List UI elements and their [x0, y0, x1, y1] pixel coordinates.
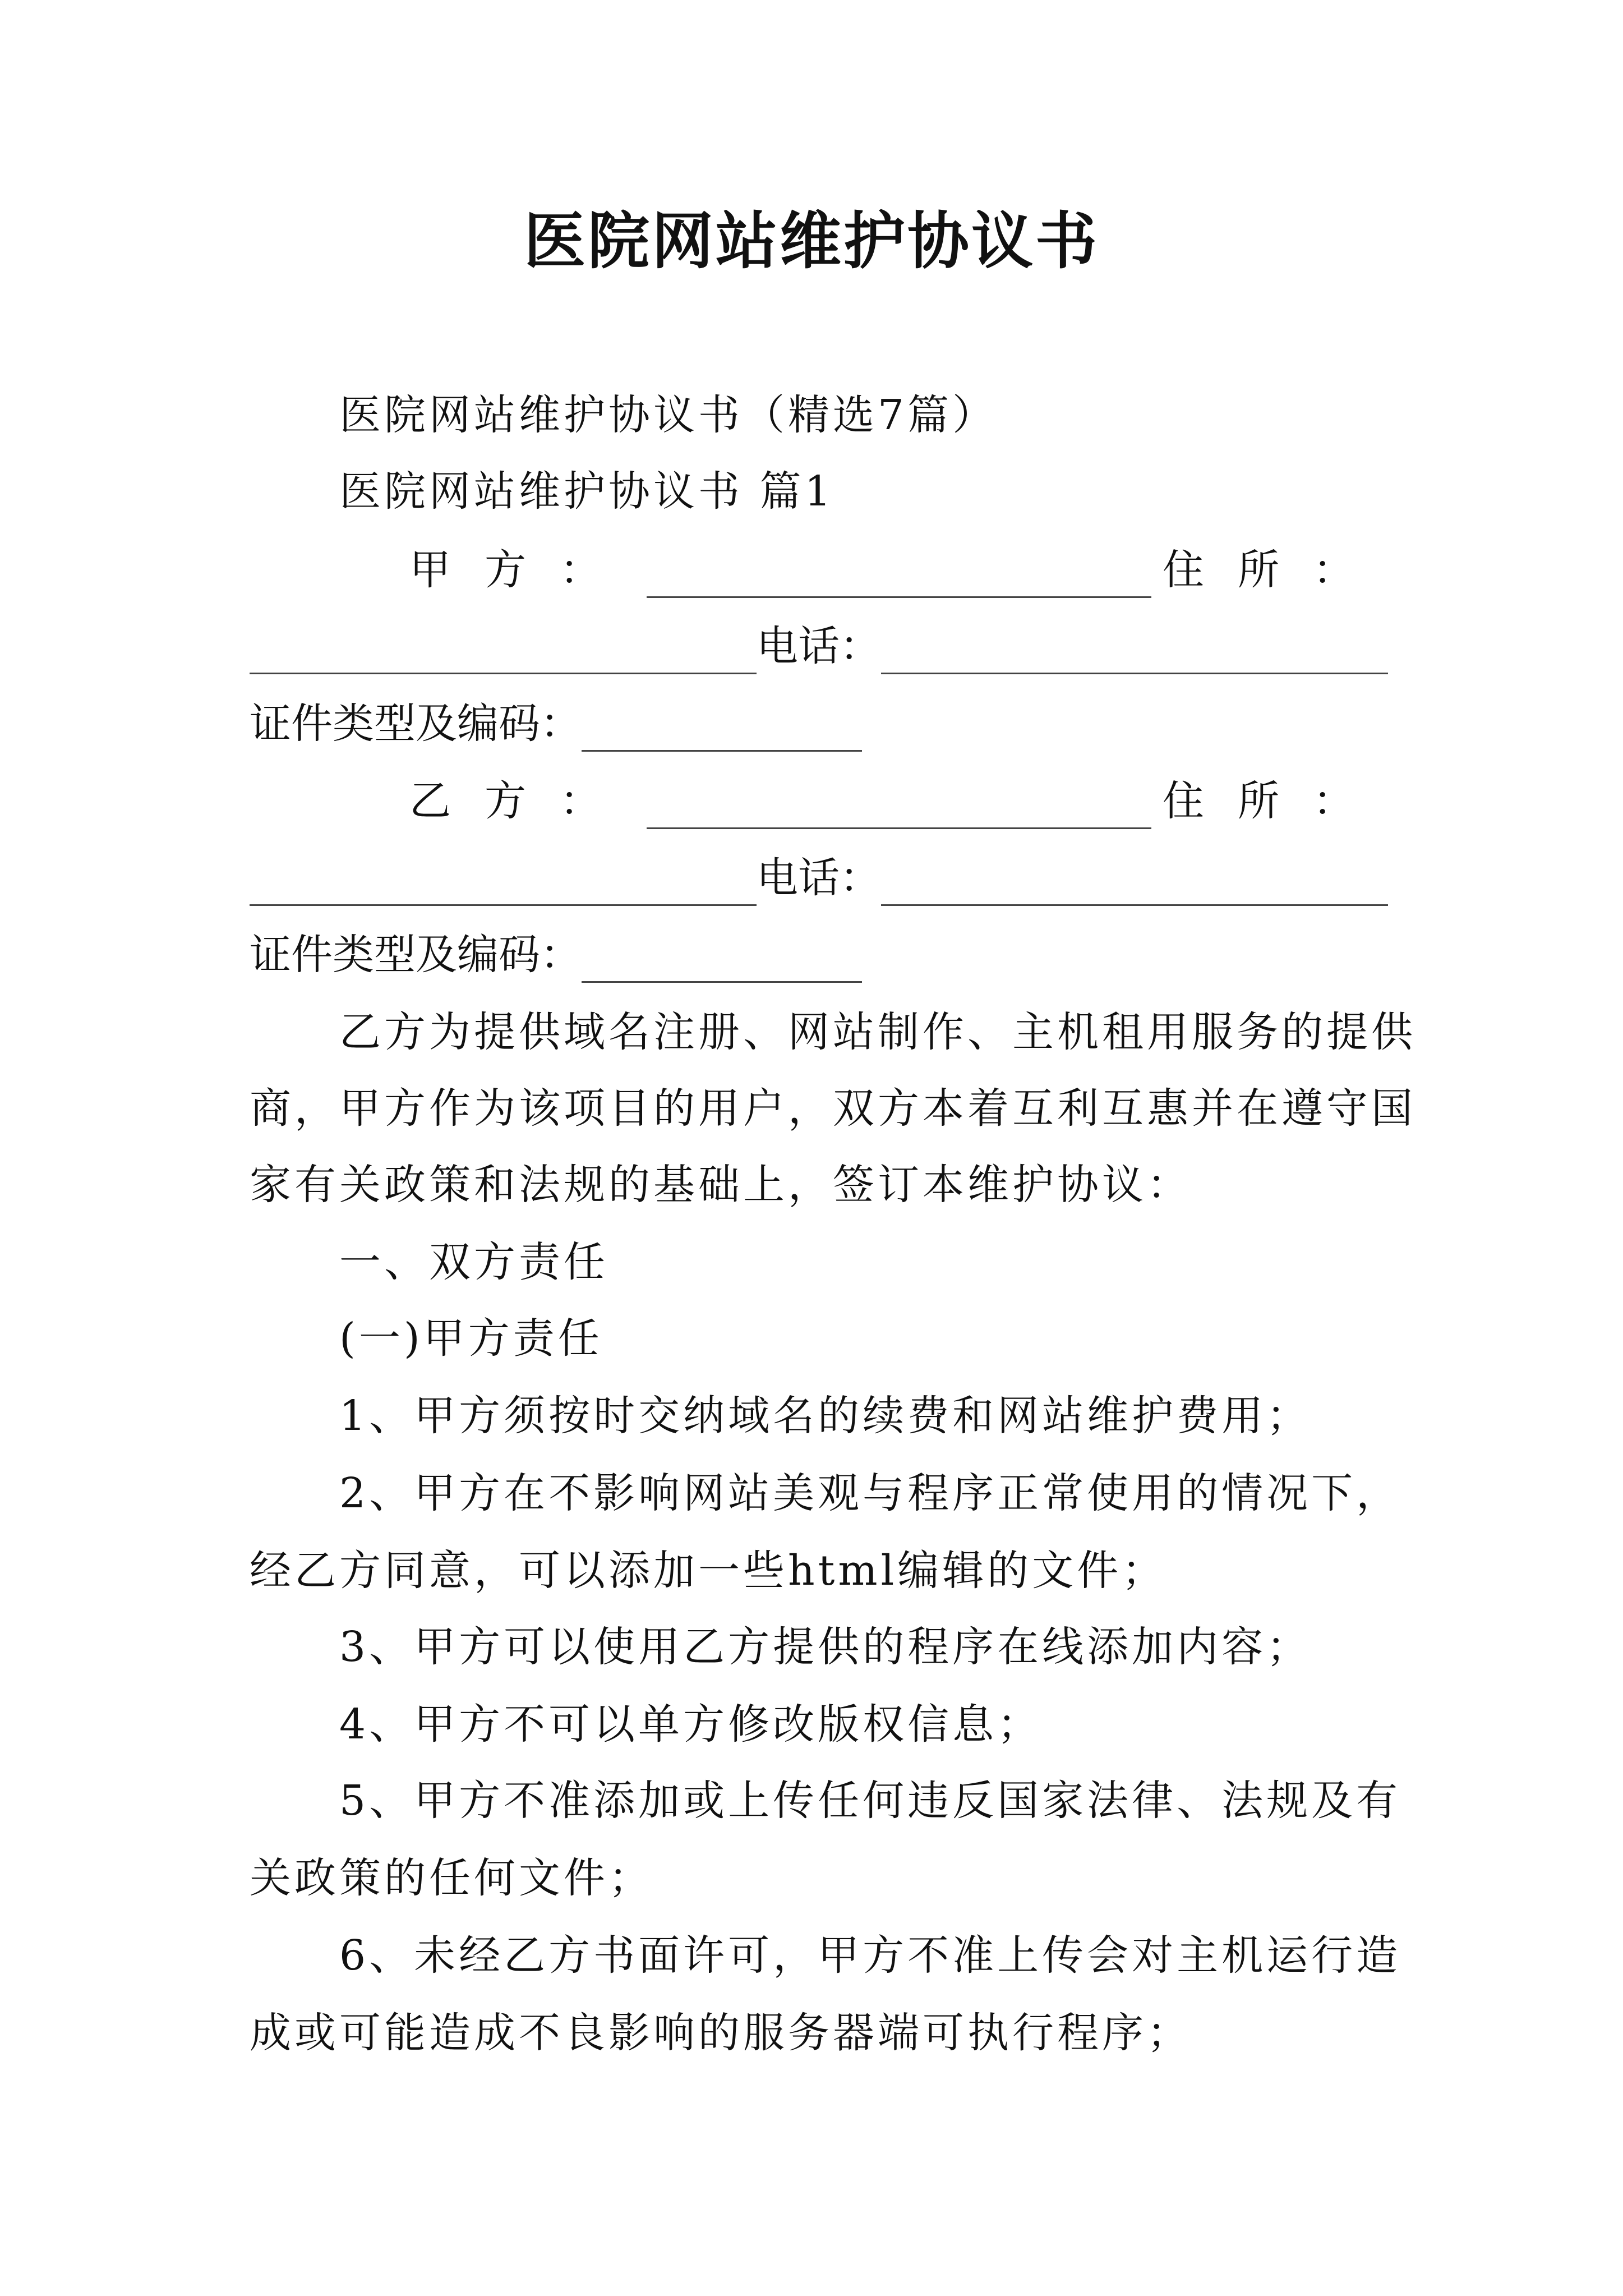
party-b-id-label: 证件类型及编码：: [250, 931, 582, 979]
party-b-id-row: [250, 927, 862, 983]
party-b-phone-blank[interactable]: [881, 865, 1388, 906]
party-a-id-row: [250, 696, 862, 752]
item-5-line-1: 5、甲方不准添加或上传任何违反国家法律、法规及有: [339, 1777, 1401, 1825]
party-b-row: [409, 773, 1388, 829]
heading-party-a-responsibilities: (一)甲方责任: [339, 1314, 603, 1363]
party-a-phone-label: 电话：: [757, 622, 881, 670]
party-b-id-blank[interactable]: [582, 942, 862, 983]
party-a-label: 甲方：: [409, 546, 635, 594]
item-1-line-1: 1、甲方须按时交纳域名的续费和网站维护费用；: [339, 1392, 1312, 1440]
item-4-line-1: 4、甲方不可以单方修改版权信息；: [339, 1700, 1043, 1749]
party-b-name-blank[interactable]: [647, 788, 1151, 829]
item-6-line-2: 成或可能造成不良影响的服务器端可执行程序；: [250, 2009, 1192, 2057]
section-heading: 医院网站维护协议书 篇1: [339, 467, 834, 516]
party-a-id-label: 证件类型及编码：: [250, 700, 582, 748]
document-title: 医院网站维护协议书: [524, 205, 1099, 277]
item-3-line-1: 3、甲方可以使用乙方提供的程序在线添加内容；: [339, 1623, 1312, 1671]
party-b-address-blank[interactable]: [250, 865, 757, 906]
intro-line-1: 乙方为提供域名注册、网站制作、主机租用服务的提供: [339, 1008, 1416, 1056]
item-2-line-1: 2、甲方在不影响网站美观与程序正常使用的情况下，: [339, 1469, 1401, 1517]
item-5-line-2: 关政策的任何文件；: [250, 1854, 653, 1902]
party-b-phone-row: [250, 850, 1388, 906]
party-a-id-blank[interactable]: [582, 711, 862, 752]
party-b-label: 乙方：: [409, 777, 635, 825]
item-6-line-1: 6、未经乙方书面许可，甲方不准上传会对主机运行造: [339, 1931, 1401, 1980]
intro-line-3: 家有关政策和法规的基础上，签订本维护协议：: [250, 1161, 1192, 1209]
intro-line-2: 商，甲方作为该项目的用户，双方本着互利互惠并在遵守国: [250, 1084, 1416, 1133]
party-a-phone-row: [250, 618, 1388, 674]
party-a-row: [409, 542, 1388, 598]
subtitle: 医院网站维护协议书（精选7篇）: [339, 391, 998, 439]
item-2-line-2: 经乙方同意，可以添加一些html编辑的文件；: [250, 1547, 1167, 1595]
party-a-address-label: 住所：: [1163, 546, 1388, 594]
heading-responsibilities: 一、双方责任: [339, 1238, 608, 1286]
party-a-name-blank[interactable]: [647, 557, 1151, 598]
party-a-address-blank[interactable]: [250, 633, 757, 674]
party-b-address-label: 住所：: [1163, 777, 1388, 825]
party-b-phone-label: 电话：: [757, 854, 881, 902]
party-a-phone-blank[interactable]: [881, 633, 1388, 674]
